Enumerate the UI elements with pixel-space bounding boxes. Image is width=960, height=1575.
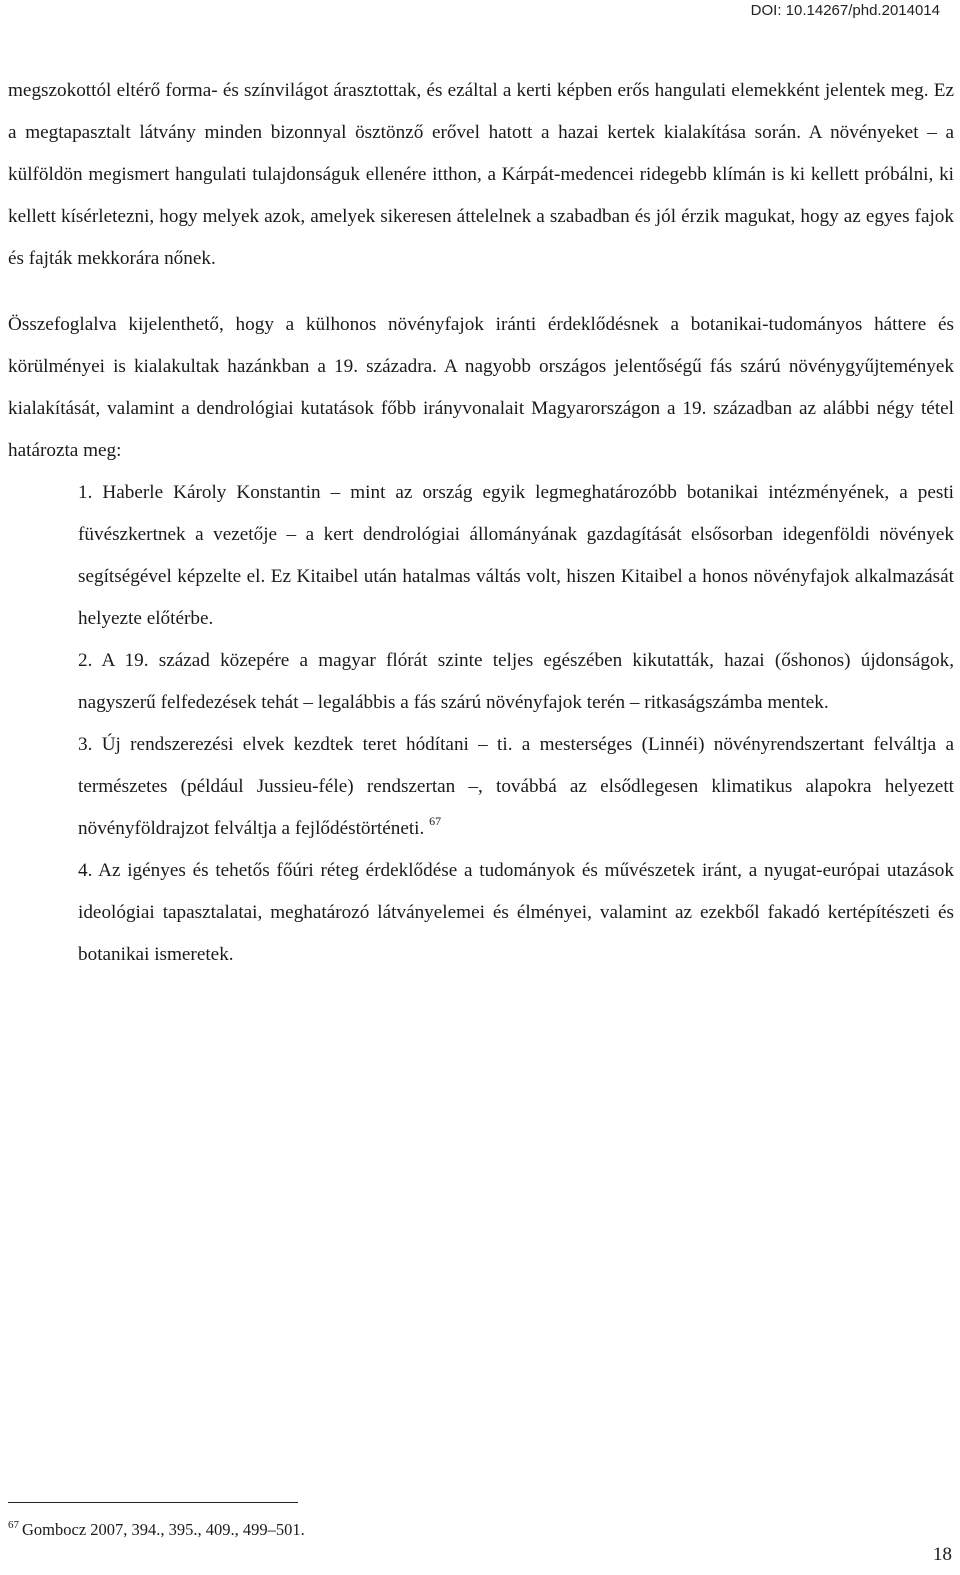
paragraph: megszokottól eltérő forma- és színvilágot árasztottak, és ezáltal a kerti képben erős hangulati elemekként jelentek meg. Ez a megtapasztalt látvány minden bizonnyal ösztönző erővel hatott a hazai kertek kialakítása során. A növényeket – a külföldön megismert hangulati tulajdonságuk ellenére itthon, a Kárpát-medencei ridegebb klímán is ki kellett próbálni, ki kellett kísérletezni, hogy melyek azok, amelyek sikeresen áttelelnek a szabadban és jól érzik magukat, hogy az egyes fajok és fajták mekkorára nőnek.	[8, 80, 954, 269]
list-item	[78, 640, 954, 724]
page-number: 18	[932, 1544, 952, 1565]
list-item	[78, 724, 954, 850]
list-item-text: 4. Az igényes és tehetős főúri réteg érdeklődése a tudományok és művészetek iránt, a nyugat-európai utazások ideológiai tapasztalatai, meghatározó látványelemei és élményei, valamint az ezekből fakadó kertépítészeti és botanikai ismeretek.	[78, 860, 954, 965]
list-item-text: 3. Új rendszerezési elvek kezdtek teret hódítani – ti. a mesterséges (Linnéi) növényrendszertant felváltja a természetes (például Jussieu-féle) rendszertan –, továbbá az elsődlegesen klimatikus alapokra helyezett növényföldrajzot felváltja a fejlődéstörténeti.	[78, 734, 954, 839]
footnote	[8, 1518, 305, 1542]
paragraph: Összefoglalva kijelenthető, hogy a külhonos növényfajok iránti érdeklődésnek a botanikai-tudományos háttere és körülményei is kialakultak hazánkban a 19. századra. A nagyobb országos jelentőségű fás szárú növénygyűjtemények kialakítását, valamint a dendrológiai kutatások főbb irányvonalait Magyarországon a 19. században az alábbi négy tétel határozta meg:	[8, 314, 954, 461]
list-item-text: 1. Haberle Károly Konstantin – mint az ország egyik legmeghatározóbb botanikai intézményének, a pesti füvészkertnek a vezetője – a kert dendrológiai állományának gazdagítását elsősorban idegenföldi növények segítségével képzelte el. Ez Kitaibel után hatalmas váltás volt, hiszen Kitaibel a honos növényfajok alkalmazását helyezte előtérbe.	[78, 482, 954, 629]
footnote-text: Gombocz 2007, 394., 395., 409., 499–501.	[22, 1520, 305, 1539]
list-item	[78, 472, 954, 640]
footnote-number: 67	[8, 1519, 19, 1531]
list-item-text: 2. A 19. század közepére a magyar flórát szinte teljes egészében kikutatták, hazai (őshonos) újdonságok, nagyszerű felfedezések tehát – legalábbis a fás szárú növényfajok terén – ritkaságszámba mentek.	[78, 650, 954, 713]
footnote-separator	[8, 1502, 298, 1503]
list-item	[78, 850, 954, 976]
main-text	[8, 70, 954, 976]
footnote-reference[interactable]: 67	[429, 814, 442, 828]
doi-header: DOI: 10.14267/phd.2014014	[750, 2, 940, 19]
